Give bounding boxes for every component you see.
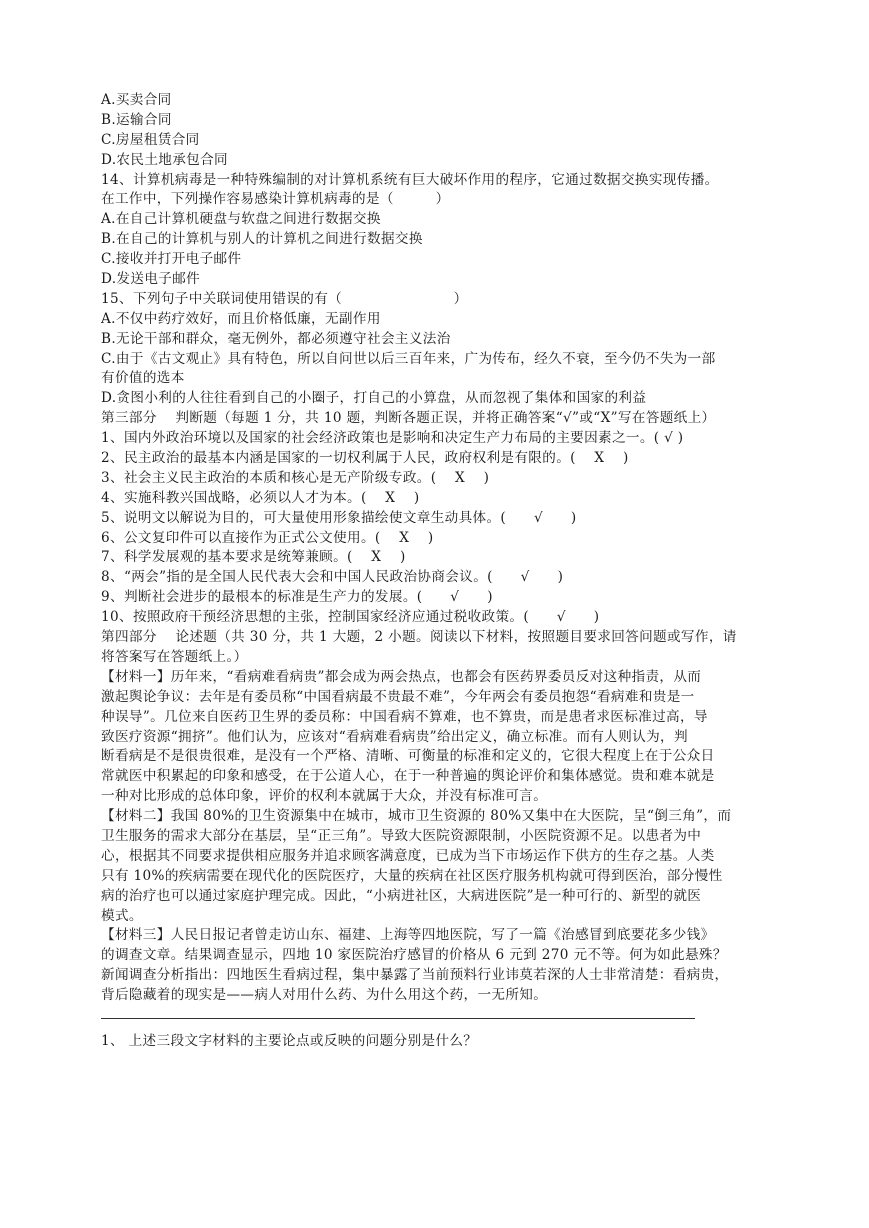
judgment-item: 4、实施科教兴国战略，必须以人才为本。( X ) xyxy=(101,489,420,506)
section-4-heading: 将答案写在答题纸上。） xyxy=(101,648,248,665)
judgment-item: 10、按照政府干预经济思想的主张，控制国家经济应通过税收政策。( √ ) xyxy=(101,609,600,626)
option-line: D.农民土地承包合同 xyxy=(101,151,228,168)
material-2-line: 只有 10%的疾病需要在现代化的医院医疗，大量的疾病在社区医疗服务机构就可得到医治，部分慢性 xyxy=(101,867,723,884)
material-2-line: 【材料二】我国 80%的卫生资源集中在城市，城市卫生资源的 80%又集中在大医院，呈“倒三角”，而 xyxy=(101,808,732,825)
judgment-item: 8、“两会”指的是全国人民代表大会和中国人民政治协商会议。( √ ) xyxy=(101,569,564,586)
option-line: D.发送电子邮件 xyxy=(101,271,201,288)
judgment-item: 9、判断社会进步的最根本的标准是生产力的发展。( √ ) xyxy=(101,589,493,606)
material-1-line: 【材料一】历年来，“看病难看病贵”都会成为两会热点，也都会有医药界委员反对这种指责，从而 xyxy=(101,668,702,685)
document-body xyxy=(101,91,781,1052)
question-15-line: 15、下列句子中关联词使用错误的有（ ） xyxy=(101,290,468,307)
material-1-line: 一种对比形成的总体印象，评价的权利本就属于大众，并没有标准可言。 xyxy=(101,788,548,805)
option-line: 有价值的选本 xyxy=(101,370,185,387)
option-line: B.在自己的计算机与别人的计算机之间进行数据交换 xyxy=(101,231,423,248)
option-line: C.房屋租赁合同 xyxy=(101,131,200,148)
question-14-line: 14、计算机病毒是一种特殊编制的对计算机系统有巨大破坏作用的程序，它通过数据交换实现传播。 xyxy=(101,171,719,188)
material-2-line: 病的治疗也可以通过家庭护理完成。因此，“小病进社区，大病进医院”是一种可行的、新型的就医 xyxy=(101,887,702,904)
judgment-item: 3、社会主义民主政治的本质和核心是无产阶级专政。( X ) xyxy=(101,469,490,486)
material-1-line: 种误导”。几位来自医药卫生界的委员称：中国看病不算难，也不算贵，而是患者求医标准过高，导 xyxy=(101,708,708,725)
judgment-item: 6、公文复印件可以直接作为正式公文使用。( X ) xyxy=(101,529,434,546)
material-1-line: 断看病是不是很贵很难，是没有一个严格、清晰、可衡量的标准和定义的，它很大程度上在于公众日 xyxy=(101,748,715,765)
option-line: A.不仅中药疗效好，而且价格低廉，无副作用 xyxy=(101,310,381,327)
option-line: B.运输合同 xyxy=(101,111,172,128)
material-1-line: 常就医中积累起的印象和感受，在于公道人心，在于一种普遍的舆论评价和集体感觉。贵和难本就是 xyxy=(101,768,715,785)
material-2-line: 心，根据其不同要求提供相应服务并追求顾客满意度，已成为当下市场运作下供方的生存之基。人类 xyxy=(101,847,715,864)
material-3-line: 【材料三】人民日报记者曾走访山东、福建、上海等四地医院，写了一篇《治感冒到底要花多少钱》 xyxy=(101,927,715,944)
option-line: B.无论干部和群众，毫无例外，都必须遵守社会主义法治 xyxy=(101,330,451,347)
option-line: C.由于《古文观止》具有特色，所以自问世以后三百年来，广为传布，经久不衰，至今仍不失为一部 xyxy=(101,350,716,367)
judgment-item: 1、国内外政治环境以及国家的社会经济政策也是影响和决定生产力布局的主要因素之一。( √ ) xyxy=(101,430,684,447)
horizontal-divider xyxy=(101,1006,781,1026)
option-line: A.买卖合同 xyxy=(101,92,172,108)
option-line: C.接收并打开电子邮件 xyxy=(101,251,242,268)
judgment-item: 2、民主政治的最基本内涵是国家的一切权利属于人民，政府权利是有限的。( X ) xyxy=(101,450,629,467)
judgment-item: 7、科学发展观的基本要求是统筹兼顾。( X ) xyxy=(101,549,406,566)
material-2-line: 卫生服务的需求大部分在基层，呈“正三角”。导致大医院资源限制，小医院资源不足。以患者为中 xyxy=(101,827,702,844)
section-3-heading: 第三部分 判断题（每题 1 分，共 10 题，判断各题正误，并将正确答案“√”或“X”写在答题纸上） xyxy=(101,410,716,427)
material-3-line: 背后隐藏着的现实是——病人对用什么药、为什么用这个药，一无所知。 xyxy=(101,987,548,1004)
material-1-line: 激起舆论争议：去年是有委员称“中国看病最不贵最不难”，今年两会有委员抱怨“看病难和贵是一 xyxy=(101,688,695,705)
section-4-heading: 第四部分 论述题（共 30 分，共 1 大题，2 小题。阅读以下材料，按照题目要求回答问题或写作，请 xyxy=(101,629,737,646)
essay-question-1: 1、 上述三段文字材料的主要论点或反映的问题分别是什么？ xyxy=(101,1032,478,1049)
judgment-item: 5、说明文以解说为目的，可大量使用形象描绘使文章生动具体。( √ ) xyxy=(101,509,577,526)
question-14-line: 在工作中，下列操作容易感染计算机病毒的是（ ） xyxy=(101,191,450,208)
option-line: A.在自己计算机硬盘与软盘之间进行数据交换 xyxy=(101,211,381,228)
material-3-line: 的调查文章。结果调查显示，四地 10 家医院治疗感冒的价格从 6 元到 270 元不等。何为如此悬殊？ xyxy=(101,947,727,964)
material-1-line: 致医疗资源“拥挤”。他们认为，应该对“看病难看病贵”给出定义，确立标准。而有人则认为，判 xyxy=(101,728,688,745)
material-2-line: 模式。 xyxy=(101,907,143,924)
option-line: D.贪图小利的人往往看到自己的小圈子，打自己的小算盘，从而忽视了集体和国家的利益 xyxy=(101,390,647,407)
material-3-line: 新闻调查分析指出：四地医生看病过程，集中暴露了当前预料行业讳莫若深的人士非常清楚：看病贵， xyxy=(101,967,729,984)
